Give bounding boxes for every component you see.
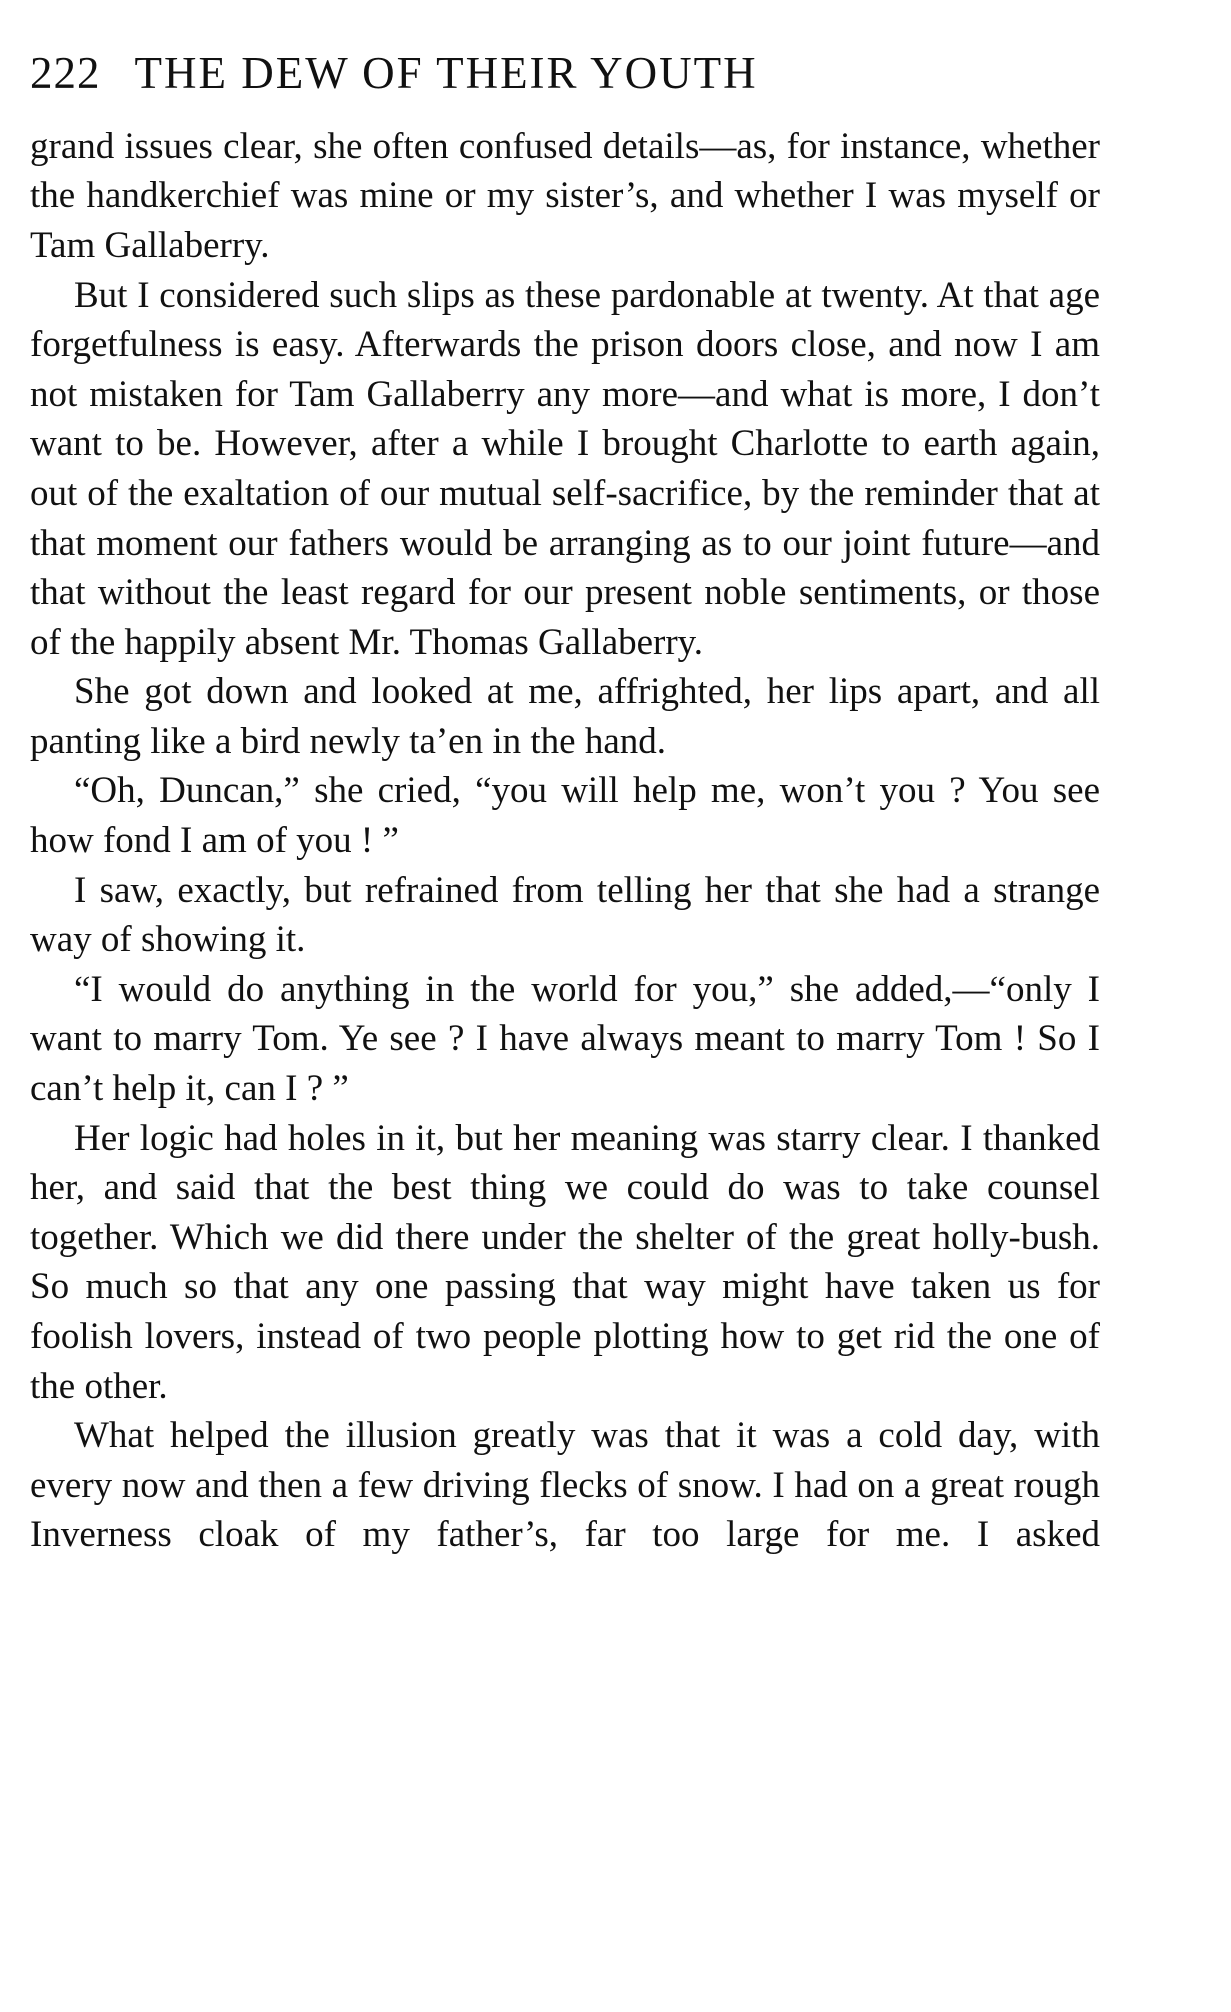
paragraph: She got down and looked at me, affrighted, her lips apart, and all panting like a bird newly ta’en in the hand. (30, 671, 1100, 762)
paragraph: “I would do anything in the world for you,” she added,—“only I want to marry Tom. Ye see ? I have always meant to marry Tom ! So I can’t help it, can I ? ” (30, 968, 1100, 1110)
paragraph: “Oh, Duncan,” she cried, “you will help me, won’t you ? You see how fond I am of you ! ” (30, 770, 1100, 862)
paragraph: What helped the illusion greatly was that it was a cold day, with every now and then a few driving flecks of snow. I had on a great rough Inverness cloak of my father’s, far too large for me. I asked (30, 1415, 1100, 1556)
paragraph: grand issues clear, she often confused details—as, for instance, whether the handkerchief was mine or my sister’s, and whether I was myself or Tam Gallaberry. (30, 125, 1100, 266)
paragraph: But I considered such slips as these pardonable at twenty. At that age forgetfulness is easy. Afterwards the prison doors close, and now I am not mistaken for Tam Gallaberry any more—and what is more, I don’t want to be. However, after a while I brought Charlotte to earth again, out of the exaltation of our mutual self-sacrifice, by the reminder that at that moment our fathers would be arranging as to our joint future—and that without the least regard for our present noble sentiments, or those of the happily absent Mr. Thomas Gallaberry. (30, 274, 1100, 663)
paragraph: Her logic had holes in it, but her meaning was starry clear. I thanked her, and said that the best thing we could do was to take counsel together. Which we did there under the shelter of the great holly-bush. So much so that any one passing that way might have taken us for foolish lovers, instead of two people plotting how to get rid the one of the other. (30, 1117, 1100, 1407)
page-number: 222 (30, 48, 101, 98)
book-page (30, 48, 1100, 1560)
running-head (30, 48, 1100, 100)
paragraph: I saw, exactly, but refrained from telling her that she had a strange way of showing it. (30, 869, 1100, 961)
running-title: THE DEW OF THEIR YOUTH (134, 48, 758, 98)
body-text (30, 122, 1100, 1560)
